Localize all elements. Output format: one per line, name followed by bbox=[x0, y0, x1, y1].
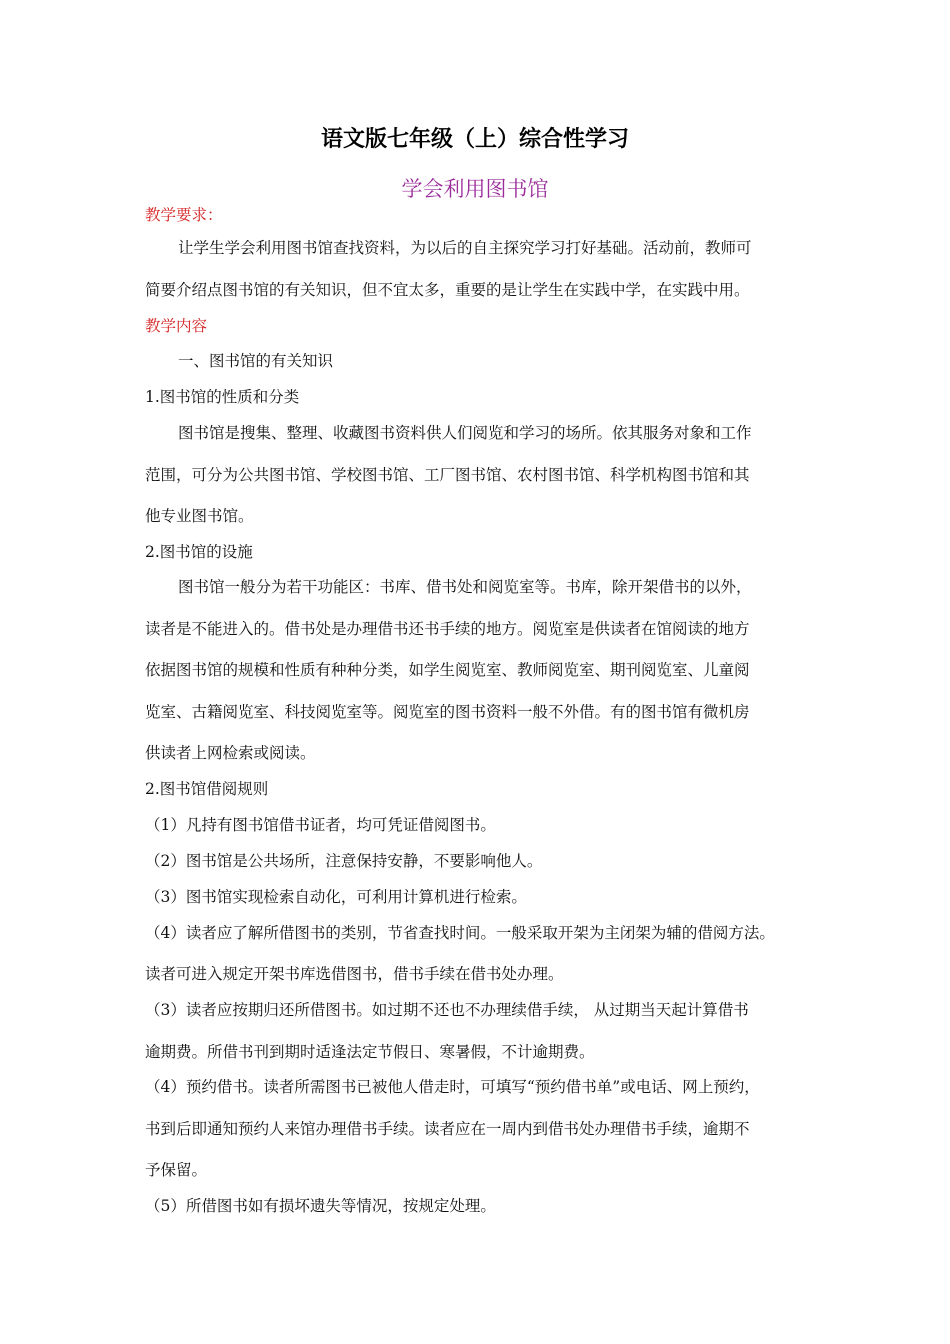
paragraph-line: 图书馆是搜集、整理、收藏图书资料供人们阅览和学习的场所。依其服务对象和工作 bbox=[178, 424, 752, 442]
list-item-continuation: 逾期费。所借书刊到期时适逢法定节假日、寒暑假，不计逾期费。 bbox=[145, 1043, 595, 1061]
subheading: 一、图书馆的有关知识 bbox=[178, 352, 334, 370]
section-heading-content: 教学内容 bbox=[145, 317, 208, 335]
paragraph-line: 依据图书馆的规模和性质有种种分类，如学生阅览室、教师阅览室、期刊阅览室、儿童阅 bbox=[145, 661, 750, 679]
subheading: 1.图书馆的性质和分类 bbox=[145, 388, 300, 406]
list-item: （3）图书馆实现检索自动化，可利用计算机进行检索。 bbox=[145, 888, 527, 906]
paragraph-line: 读者是不能进入的。借书处是办理借书还书手续的地方。阅览室是供读者在馆阅读的地方 bbox=[145, 620, 750, 638]
list-item: （4）预约借书。读者所需图书已被他人借走时，可填写“预约借书单”或电话、网上预约， bbox=[145, 1078, 760, 1096]
document-subtitle: 学会利用图书馆 bbox=[401, 177, 549, 201]
list-item: （4）读者应了解所借图书的类别，节省查找时间。一般采取开架为主闭架为辅的借阅方法。 bbox=[145, 924, 775, 942]
paragraph-line: 览室、古籍阅览室、科技阅览室等。阅览室的图书资料一般不外借。有的图书馆有微机房 bbox=[145, 703, 750, 721]
list-item-continuation: 予保留。 bbox=[145, 1161, 208, 1179]
list-item: （2）图书馆是公共场所，注意保持安静，不要影响他人。 bbox=[145, 852, 543, 870]
list-item-continuation: 读者可进入规定开架书库选借图书，借书手续在借书处办理。 bbox=[145, 965, 564, 983]
subheading: 2.图书馆借阅规则 bbox=[145, 780, 269, 798]
paragraph-line: 让学生学会利用图书馆查找资料，为以后的自主探究学习打好基础。活动前，教师可 bbox=[178, 239, 752, 257]
list-item: （3）读者应按期归还所借图书。如过期不还也不办理续借手续， 从过期当天起计算借书 bbox=[145, 1001, 749, 1019]
paragraph-line: 简要介绍点图书馆的有关知识，但不宜太多，重要的是让学生在实践中学，在实践中用。 bbox=[145, 281, 750, 299]
list-item: （5）所借图书如有损坏遗失等情况，按规定处理。 bbox=[145, 1197, 496, 1215]
document-title: 语文版七年级（上）综合性学习 bbox=[320, 127, 629, 152]
list-item: （1）凡持有图书馆借书证者，均可凭证借阅图书。 bbox=[145, 816, 496, 834]
paragraph-line: 供读者上网检索或阅读。 bbox=[145, 744, 316, 762]
paragraph-line: 范围，可分为公共图书馆、学校图书馆、工厂图书馆、农村图书馆、科学机构图书馆和其 bbox=[145, 466, 750, 484]
list-item-continuation: 书到后即通知预约人来馆办理借书手续。读者应在一周内到借书处办理借书手续，逾期不 bbox=[145, 1120, 750, 1138]
paragraph-line: 他专业图书馆。 bbox=[145, 507, 254, 525]
section-heading-requirements: 教学要求： bbox=[145, 206, 223, 224]
paragraph-line: 图书馆一般分为若干功能区：书库、借书处和阅览室等。书库，除开架借书的以外， bbox=[178, 578, 752, 596]
subheading: 2.图书馆的设施 bbox=[145, 543, 253, 561]
